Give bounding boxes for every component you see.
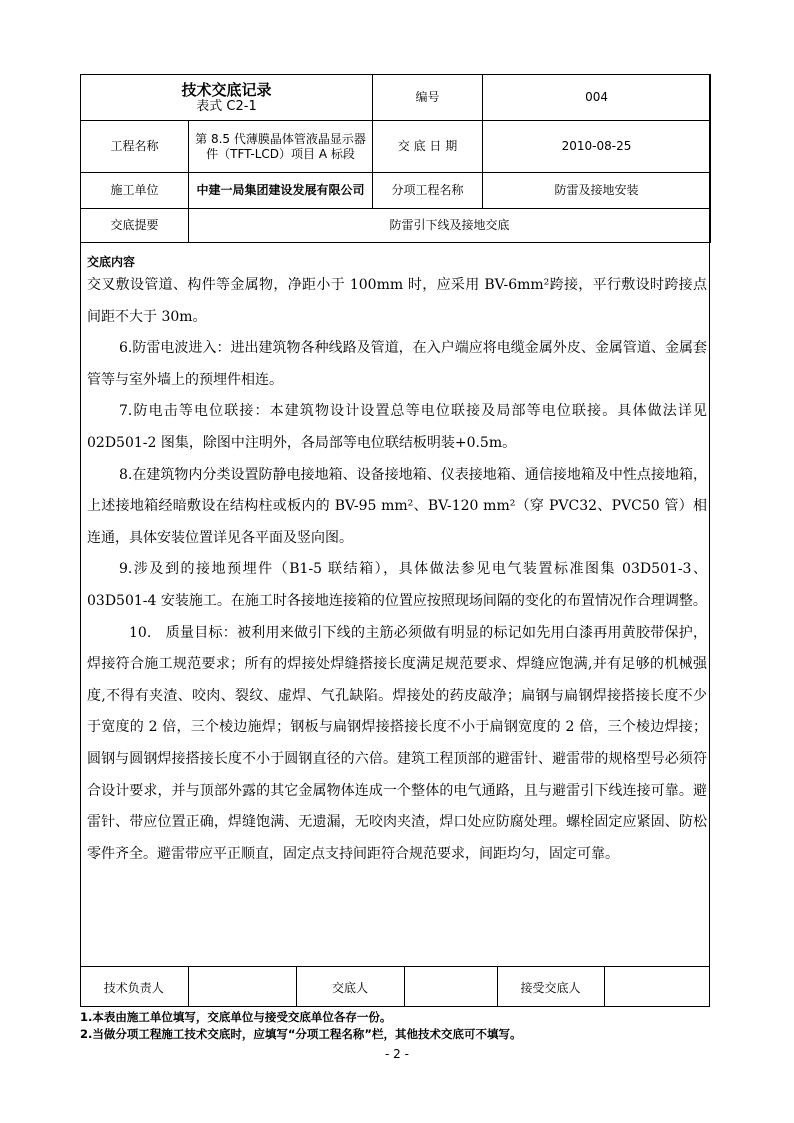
title-cell	[81, 75, 373, 121]
date-label: 交 底 日 期	[373, 121, 483, 173]
project-label: 工程名称	[81, 121, 189, 173]
footnote-1: 1.本表由施工单位填写，交底单位与接受交底单位各存一份。	[80, 1010, 392, 1024]
form-code: 表式 C2-1	[196, 98, 257, 114]
subproject-label: 分项工程名称	[373, 173, 483, 209]
content-paragraph: 9.涉及到的接地预埋件（B1-5 联结箱），具体做法参见电气装置标准图集 03D501-3、03D501-4 安装施工。在施工时各接地连接箱的位置应按照现场间隔的变化的布置情况作合理调整。	[87, 561, 707, 609]
content-paragraph: 7.防电击等电位联接：本建筑物设计设置总等电位联接及局部等电位联接。具体做法详见 02D501-2 图集，除图中注明外，各局部等电位联结板明装+0.5m。	[87, 403, 707, 451]
project-value: 第 8.5 代薄膜晶体管液晶显示器件（TFT-LCD）项目 A 标段	[189, 121, 373, 173]
content-paragraph: 10. 质量目标：被利用来做引下线的主筋必须做有明显的标记如先用白漆再用黄胶带保护，焊接符合施工规范要求；所有的焊接处焊缝搭接长度满足规范要求、焊缝应饱满,并有足够的机械强度,不得有夹渣、咬肉、裂纹、虚焊、气孔缺陷。焊接处的药皮敲净；扁钢与扁钢焊接搭接长度不少于宽度的 2 倍，三个棱边施焊；钢板与扁钢焊接搭接长度不小于扁钢宽度的 2 倍，三个棱边焊接；圆钢与圆钢焊接搭接长度不小于圆钢直径的六倍。建筑工程顶部的避雷针、避雷带的规格型号必须符合设计要求，并与顶部外露的其它金属物体连成一个整体的电气通路，且与避雷引下线连接可靠。避雷针、带应位置正确，焊缝饱满、无遗漏，无咬肉夹渣，焊口处应防腐处理。螺栓固定应紧固、防松零件齐全。避雷带应平正顺直，固定点支持间距符合规范要求，间距均匀，固定可靠。	[87, 624, 707, 862]
content-paragraph: 6.防雷电波进入：进出建筑物各种线路及管道，在入户端应将电缆金属外皮、金属管道、金属套管等与室外墙上的预埋件相连。	[87, 340, 707, 388]
content-paragraph: 交叉敷设管道、构件等金属物，净距小于 100mm 时，应采用 BV-6mm²跨接，平行敷设时跨接点间距不大于 30m。	[87, 277, 707, 325]
contractor-value: 中建一局集团建设发展有限公司	[189, 173, 373, 209]
content-label: 交底内容	[87, 255, 136, 269]
signature-table	[80, 966, 710, 1007]
header-table	[80, 74, 711, 243]
page-number: - 2 -	[385, 1047, 409, 1061]
number-label: 编号	[373, 75, 483, 121]
receiver-signature	[604, 967, 710, 1008]
content-body	[87, 270, 707, 870]
page-title: 技术交底记录	[181, 80, 272, 99]
discloser-signature	[404, 967, 497, 1008]
tech-lead-label: 技术负责人	[80, 967, 188, 1008]
summary-label: 交底提要	[81, 209, 189, 243]
summary-value: 防雷引下线及接地交底	[189, 209, 711, 243]
footnote-2: 2.当做分项工程施工技术交底时，应填写“分项工程名称”栏，其他技术交底可不填写。	[80, 1027, 522, 1041]
subproject-value: 防雷及接地安装	[483, 173, 711, 209]
tech-lead-signature	[188, 967, 296, 1008]
content-paragraph: 8.在建筑物内分类设置防静电接地箱、设备接地箱、仪表接地箱、通信接地箱及中性点接地箱，上述接地箱经暗敷设在结构柱或板内的 BV-95 mm²、BV-120 mm²（穿 PVC32、PVC50 管）相连通，具体安装位置详见各平面及竖向图。	[87, 466, 707, 546]
contractor-label: 施工单位	[81, 173, 189, 209]
discloser-label: 交底人	[296, 967, 404, 1008]
date-value: 2010-08-25	[483, 121, 711, 173]
receiver-label: 接受交底人	[497, 967, 604, 1008]
number-value: 004	[483, 75, 711, 121]
